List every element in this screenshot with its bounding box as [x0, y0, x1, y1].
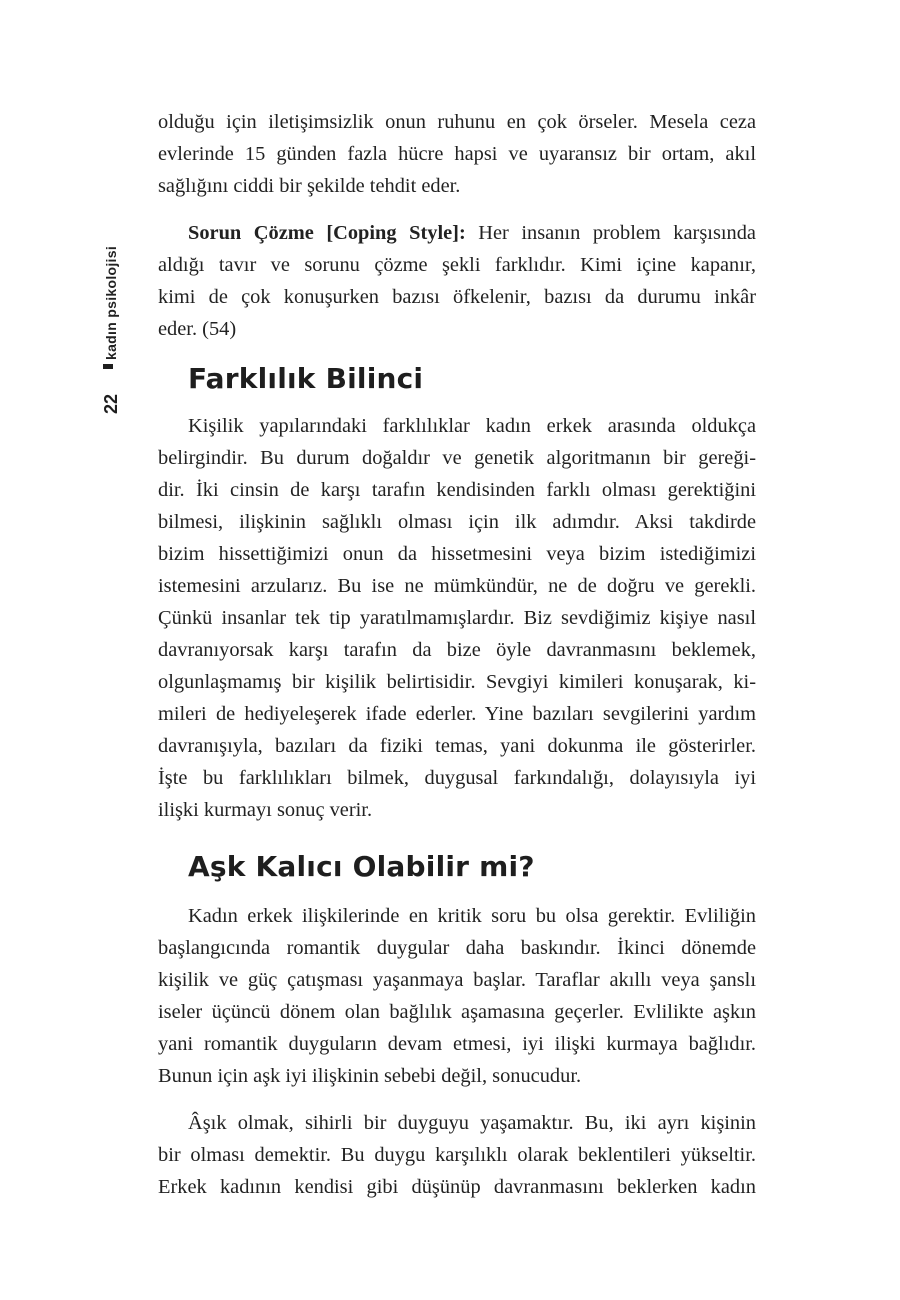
text-line: bilmesi, ilişkinin sağlıklı olması için ilk adımdır. Aksi takdirde — [158, 511, 756, 533]
paragraph-coping-style — [158, 217, 756, 345]
section-heading-farklilik-bilinci: Farklılık Bilinci — [188, 362, 424, 395]
text-line: Bunun için aşk iyi ilişkinin sebebi değil, sonucudur. — [158, 1065, 582, 1087]
paragraph-1 — [158, 106, 756, 202]
text-line: evlerinde 15 günden fazla hücre hapsi ve uyaransız bir ortam, akıl — [158, 143, 756, 165]
text-line: belirgindir. Bu durum doğaldır ve genetik algoritmanın bir gereği- — [158, 447, 756, 469]
text-line: davranışıyla, bazıları da fiziki temas, yani dokunma ile gösterirler. — [158, 735, 756, 757]
text-line: bir olması demektir. Bu duygu karşılıklı olarak beklentileri yükseltir. — [158, 1144, 756, 1166]
paragraph-ask-1 — [158, 900, 756, 1092]
text-line: Kadın erkek ilişkilerinde en kritik soru bu olsa gerektir. Evliliğin — [188, 905, 756, 927]
text-line: olduğu için iletişimsizlik onun ruhunu en çok örseler. Mesela ceza — [158, 111, 756, 133]
header-divider-bar — [103, 364, 113, 369]
text-line: Çünkü insanlar tek tip yaratılmamışlardır. Biz sevdiğimiz kişiye nasıl — [158, 607, 756, 629]
text-line: bizim hissettiğimizi onun da hissetmesini veya bizim istediğimizi — [158, 543, 756, 565]
text-line — [158, 217, 756, 249]
text-line: Erkek kadının kendisi gibi düşünüp davranmasını beklerken kadın — [158, 1176, 756, 1198]
paragraph-ask-2 — [158, 1107, 756, 1203]
text-line: Âşık olmak, sihirli bir duyguyu yaşamaktır. Bu, iki ayrı kişinin — [188, 1112, 756, 1134]
text-line: olgunlaşmamış bir kişilik belirtisidir. Sevgiyi kimileri konuşarak, ki- — [158, 671, 756, 693]
running-header — [86, 240, 126, 420]
text-line: dir. İki cinsin de karşı tarafın kendisinden farklı olması gerektiğini — [158, 479, 756, 501]
text-line: başlangıcında romantik duygular daha baskındır. İkinci dönemde — [158, 937, 756, 959]
text-line: Kişilik yapılarındaki farklılıklar kadın erkek arasında oldukça — [188, 415, 756, 437]
body-text — [158, 106, 756, 1218]
text-line: sağlığını ciddi bir şekilde tehdit eder. — [158, 175, 461, 197]
text-line: mileri de hediyeleşerek ifade ederler. Yine bazıları sevgilerini yardım — [158, 703, 756, 725]
term-heading: Sorun Çözme [Coping Style]: — [188, 222, 466, 244]
text-line: yani romantik duyguların devam etmesi, iyi ilişki kurmaya bağlıdır. — [158, 1033, 756, 1055]
text-line: davranıyorsak karşı tarafın da bize öyle davranmasını beklemek, — [158, 639, 756, 661]
term-text: Her insanın problem karşısında — [465, 222, 756, 244]
paragraph-farklilik — [158, 410, 756, 826]
text-line: istemesini arzularız. Bu ise ne mümkündür, ne de doğru ve gerekli. — [158, 575, 756, 597]
text-line: aldığı tavır ve sorunu çözme şekli farklıdır. Kimi içine kapanır, — [158, 254, 756, 276]
text-line: eder. (54) — [158, 318, 237, 340]
text-line: kimi de çok konuşurken bazısı öfkelenir, bazısı da durumu inkâr — [158, 286, 756, 308]
text-line: ilişki kurmayı sonuç verir. — [158, 799, 373, 821]
section-heading-ask-kalici: Aşk Kalıcı Olabilir mi? — [188, 850, 535, 883]
text-line: İşte bu farklılıkları bilmek, duygusal farkındalığı, dolayısıyla iyi — [158, 767, 756, 789]
text-line: kişilik ve güç çatışması yaşanmaya başlar. Taraflar akıllı veya şanslı — [158, 969, 756, 991]
text-line: iseler üçüncü dönem olan bağlılık aşamasına geçerler. Evlilikte aşkın — [158, 1001, 756, 1023]
book-title: kadın psikolojisi — [103, 245, 119, 360]
page-number: 22 — [101, 393, 121, 414]
